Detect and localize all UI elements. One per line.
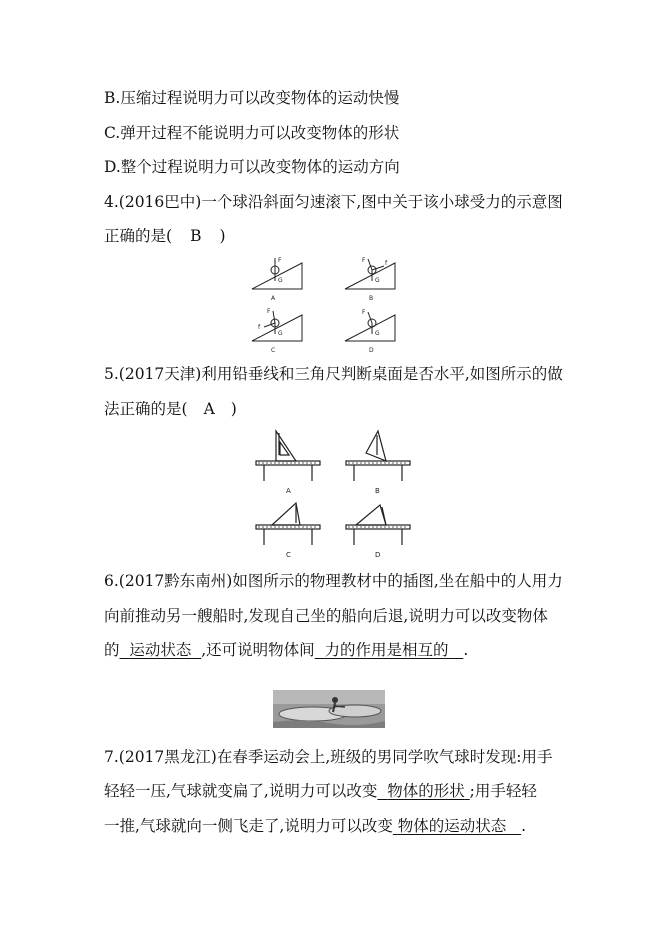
q4-prefix: 正确的是( — [104, 227, 173, 245]
q6-stem-line1: 6.(2017黔东南州)如图所示的物理教材中的插图,坐在船中的人用力 — [104, 572, 563, 590]
q6-stem-line3 — [104, 640, 468, 660]
q6-prefix: 的 — [104, 641, 120, 659]
q7-blank1 — [377, 781, 469, 801]
q6-suffix: . — [463, 641, 469, 659]
q5-stem-line2 — [104, 399, 237, 419]
q6-boat-photo — [273, 690, 385, 728]
q5-label-b: B — [375, 487, 380, 495]
q4-label-a: A — [271, 295, 276, 302]
q5-prefix: 法正确的是( — [104, 400, 188, 418]
q7-prefix1: 轻轻一压,气球就变扁了,说明力可以改变 — [104, 782, 378, 800]
option-b: B.压缩过程说明力可以改变物体的运动快慢 — [104, 89, 400, 107]
q6-answer2: 力的作用是相互的 — [324, 641, 449, 659]
q7-answer1: 物体的形状 — [387, 782, 465, 800]
q7-stem-line3 — [104, 816, 526, 836]
q5-label-d: D — [375, 551, 381, 559]
q5-answer: A — [203, 400, 215, 418]
option-c: C.弹开过程不能说明力可以改变物体的形状 — [104, 124, 400, 142]
q4-stem-line1: 4.(2016巴中)一个球沿斜面匀速滚下,图中关于该小球受力的示意图 — [104, 193, 563, 211]
q4-label-b: B — [369, 295, 374, 302]
q7-suffix2: . — [521, 817, 527, 835]
q7-prefix2: 一推,气球就向一侧飞走了,说明力可以改变 — [104, 817, 393, 835]
q6-blank1 — [120, 640, 202, 660]
q7-stem-line2 — [104, 781, 537, 801]
q4-label-d: D — [369, 347, 374, 354]
q4-d-f: F — [362, 309, 366, 316]
q4-answer: B — [190, 227, 202, 245]
q4-suffix: ) — [219, 227, 226, 245]
option-d: D.整个过程说明力可以改变物体的运动方向 — [104, 158, 400, 176]
q4-b-f: F — [362, 257, 366, 264]
q6-blank2 — [315, 640, 464, 660]
q7-stem-line1: 7.(2017黑龙江)在春季运动会上,班级的男同学吹气球时发现:用手 — [104, 748, 553, 766]
q4-c-g: G — [278, 330, 283, 337]
q4-d-g: G — [375, 330, 380, 337]
q4-c-fr: f — [258, 324, 261, 331]
q7-blank2 — [393, 816, 521, 836]
q6-middle: ,还可说明物体间 — [201, 641, 315, 659]
q5-label-a: A — [286, 487, 291, 495]
q4-a-g: G — [278, 277, 283, 284]
q5-stem-line1: 5.(2017天津)利用铅垂线和三角尺判断桌面是否水平,如图所示的做 — [104, 365, 563, 383]
q4-label-c: C — [271, 347, 276, 354]
q5-figure — [250, 425, 420, 560]
q6-answer1: 运动状态 — [129, 641, 192, 659]
q4-a-f: F — [278, 257, 282, 264]
q6-stem-line2: 向前推动另一艘船时,发现自己坐的船向后退,说明力可以改变物体 — [104, 607, 548, 625]
q4-b-g: G — [375, 277, 380, 284]
q5-label-c: C — [286, 551, 291, 559]
q4-c-f: F — [267, 308, 271, 315]
q7-suffix1: ;用手轻轻 — [469, 782, 537, 800]
q4-stem-line2 — [104, 226, 226, 246]
q4-figure — [245, 255, 415, 360]
q7-answer2: 物体的运动状态 — [397, 817, 507, 835]
q5-suffix: ) — [230, 400, 237, 418]
q4-b-fr: f — [385, 260, 388, 267]
